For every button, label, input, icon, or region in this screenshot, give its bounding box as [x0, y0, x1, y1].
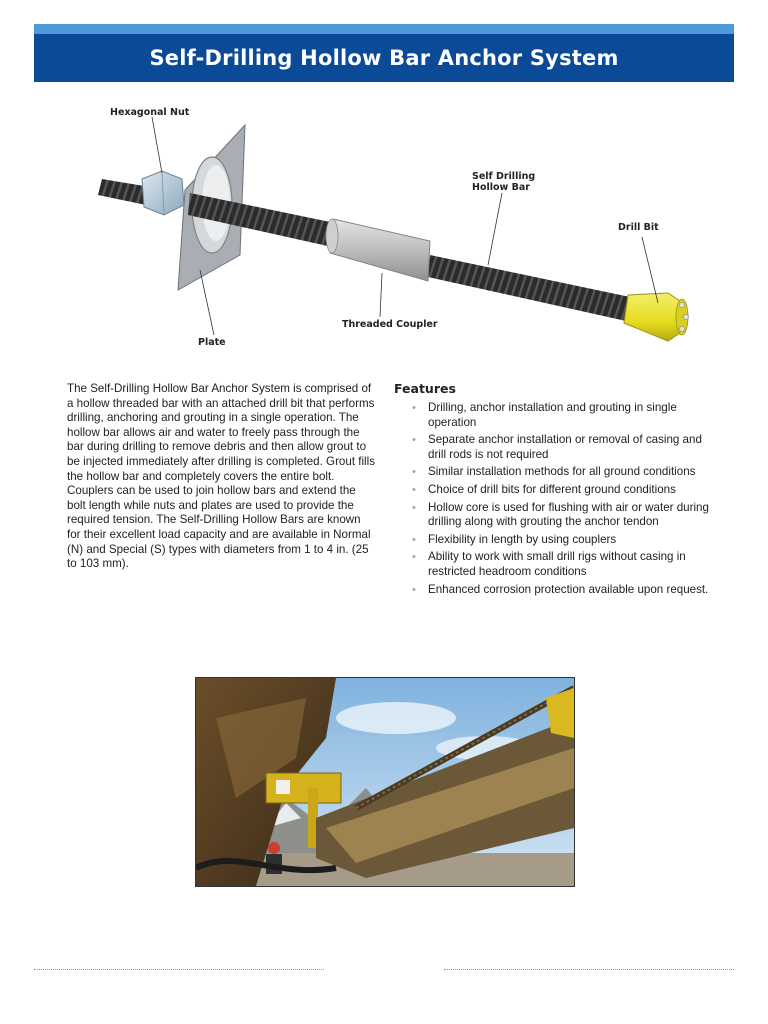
banner-accent-stripe — [34, 24, 734, 34]
label-hollow-bar-line2: Hollow Bar — [472, 182, 530, 193]
feature-item — [410, 533, 714, 548]
footer-rule-left — [34, 969, 324, 970]
feature-item — [410, 401, 714, 430]
bullet-icon: • — [412, 402, 416, 414]
features-section — [394, 381, 714, 600]
hexagonal-nut — [142, 171, 184, 215]
feature-text: Similar installation methods for all ground conditions — [428, 465, 696, 479]
feature-text: Flexibility in length by using couplers — [428, 532, 617, 546]
bullet-icon: • — [412, 533, 416, 546]
features-heading: Features — [394, 381, 456, 396]
bullet-icon: • — [412, 501, 416, 514]
bullet-icon: • — [412, 466, 416, 479]
drill-bit — [624, 293, 689, 341]
feature-item — [410, 433, 714, 462]
feature-item — [410, 583, 714, 598]
feature-text: Separate anchor installation or removal of casing and drill rods is not required — [428, 433, 702, 461]
feature-item — [410, 501, 714, 530]
system-description: The Self-Drilling Hollow Bar Anchor System is comprised of a hollow threaded bar with an attached drill bit that performs drilling, anchoring and grouting in a single operation. The hollow bar allows air and water to freely pass through the bar during drilling to remove debris and then allow grout to be injected immediately after drilling is completed. Grout fills the hollow bar and completely covers the entire bolt. Couplers can be used to join hollow bars and extend the bolt length while nuts and plates are used to provide the required tension. The Self-Drilling Hollow Bars are known for their excellent load capacity and are available in Normal (N) and Special (S) types with diameters from 1 to 4 in. (25 to 103 mm). — [67, 382, 376, 571]
anchor-system-diagram — [90, 95, 710, 355]
label-hollow-bar-line1: Self Drilling — [472, 171, 536, 182]
threaded-coupler — [326, 219, 430, 281]
feature-text: Choice of drill bits for different ground conditions — [428, 482, 676, 496]
bullet-icon: • — [412, 434, 416, 447]
bullet-icon: • — [412, 483, 416, 496]
feature-item — [410, 483, 714, 498]
features-list — [394, 401, 714, 597]
feature-text: Enhanced corrosion protection available upon request. — [428, 582, 709, 596]
drilling-rig-scene — [196, 678, 574, 886]
label-threaded-coupler: Threaded Coupler — [342, 319, 438, 330]
label-hexagonal-nut: Hexagonal Nut — [110, 107, 190, 118]
label-drill-bit: Drill Bit — [618, 222, 659, 233]
title-banner — [34, 24, 734, 82]
feature-item — [410, 550, 714, 579]
feature-text: Drilling, anchor installation and grouting in single operation — [428, 401, 677, 429]
bullet-icon: • — [412, 583, 416, 596]
bullet-icon: • — [412, 551, 416, 564]
page-title: Self-Drilling Hollow Bar Anchor System — [149, 46, 619, 70]
footer-rule-right — [444, 969, 734, 970]
label-plate: Plate — [198, 337, 226, 348]
feature-text: Hollow core is used for flushing with air or water during drilling along with grouting the anchor tendon — [428, 500, 709, 529]
anchor-illustration — [90, 95, 710, 355]
feature-item — [410, 465, 714, 480]
drilling-rig-photo — [195, 677, 575, 887]
feature-text: Ability to work with small drill rigs without casing in restricted headroom conditions — [428, 550, 686, 578]
